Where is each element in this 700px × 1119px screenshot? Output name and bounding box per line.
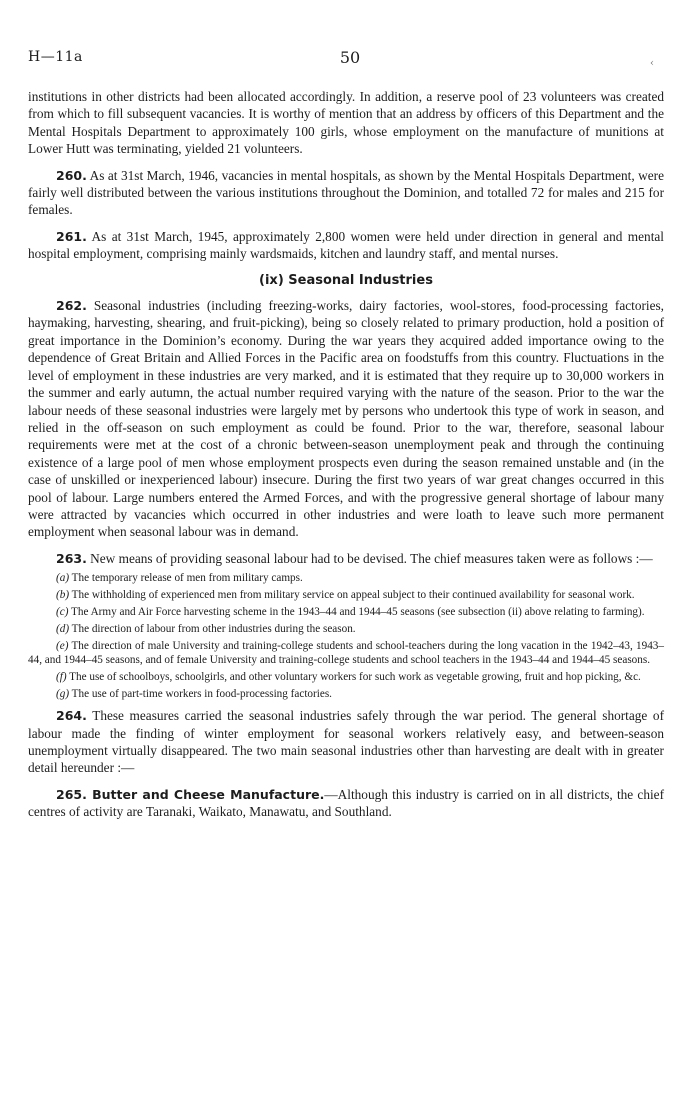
paragraph-text: As at 31st March, 1946, vacancies in mental hospitals, as shown by the Mental Hospitals Department, were fairly well distributed between the various institutions throughout the Dominion, and totalled 72 for males and 215 for females. — [28, 167, 664, 218]
paragraph-261 — [28, 228, 664, 263]
margin-mark: ‹ — [650, 58, 654, 69]
list-item-text: The direction of male University and training-college students and school-teachers during the long vacation in the 1942–43, 1943–44, and 1944–45 seasons, and of female University and training-college students and school teachers in the 1943–44 and 1944–45 seasons. — [28, 640, 664, 667]
list-item-label: (e) — [56, 640, 69, 653]
list-item-text: The use of part-time workers in food-processing factories. — [69, 688, 332, 701]
paragraph-260 — [28, 167, 664, 219]
paragraph-number: 265. — [56, 786, 87, 802]
document-reference: H—11a — [28, 49, 83, 65]
measures-list — [28, 571, 664, 701]
paragraph-continuation: institutions in other districts had been allocated accordingly. In addition, a reserve pool of 23 volunteers was created from which to fill subsequent vacancies. It is worthy of mention that an address by officers of this Department and the Mental Hospitals Department to approximately 100 girls, whose employment on the manufacture of munitions at Lower Hutt was terminating, yielded 21 volunteers. — [28, 89, 664, 157]
paragraph-263 — [28, 550, 664, 567]
list-item-text: The direction of labour from other industries during the season. — [69, 623, 356, 636]
paragraph-text: These measures carried the seasonal industries safely through the war period. The general shortage of labour made the finding of winter employment for seasonal workers relatively easy, and between-season unemployment virtually disappeared. The two main seasonal industries other than harvesting are dealt with in greater detail hereunder :— — [28, 708, 664, 776]
paragraph-number: 261. — [56, 228, 87, 244]
page-number: 50 — [339, 48, 361, 67]
list-item-label: (g) — [56, 688, 70, 701]
list-item — [28, 639, 664, 667]
list-item — [28, 670, 664, 684]
paragraph-number: 262. — [56, 298, 87, 314]
paragraph-text: Seasonal industries (including freezing-works, dairy factories, wool-stores, food-processing factories, haymaking, harvesting, shearing, and fruit-picking), being so closely related to primary production, hold a position of great importance in the Dominion’s economy. During the war years they acquired added importance owing to the dependence of Great Britain and Allied Forces in the Pacific area on foodstuffs from this country. Fluctuations in the level of employment in these industries are very marked, and it is estimated that they require up to 30,000 workers in the summer and early autumn, the actual number required varying with the nature of the season. Prior to the war the labour needs of these seasonal industries were largely met by persons who undertook this type of work in season, and relied in the off-season on such employment as could be found. Prior to the war, therefore, seasonal labour requirements were met at the cost of a chronic between-season unemployment peak and through the continuing existence of a large pool of men whose employment prospects even during the season remained unstable and (in the case of unskilled or inexperienced labour) insecure. During the first two years of war great changes occurred in this pool of labour. Large numbers entered the Armed Forces, and with the progressive general shortage of labour many were attracted by vacancies which occurred in other industries and were loath to leave such more permanent employment when seasonal labour was in demand. — [28, 298, 664, 540]
paragraph-number: 260. — [56, 167, 87, 183]
paragraph-text: New means of providing seasonal labour had to be devised. The chief measures taken were as follows :— — [86, 550, 653, 566]
paragraph-262 — [28, 297, 664, 541]
list-item-text: The temporary release of men from military camps. — [69, 572, 303, 585]
paragraph-text: —Although this industry is carried on in all districts, the chief centres of activity are Taranaki, Waikato, Manawatu, and Southland. — [28, 786, 665, 820]
list-item-text: The withholding of experienced men from military service on appeal subject to their continued availability for seasonal work. — [69, 589, 635, 602]
list-item-text: The Army and Air Force harvesting scheme in the 1943–44 and 1944–45 seasons (see subsection (ii) above relating to farming). — [68, 606, 645, 619]
list-item-label: (f) — [56, 671, 67, 684]
list-item — [28, 622, 664, 636]
list-item — [28, 605, 664, 619]
list-item — [28, 588, 664, 602]
section-heading: (ix) Seasonal Industries — [259, 272, 433, 288]
paragraph-number: 263. — [56, 550, 87, 566]
list-item-label: (b) — [56, 589, 70, 602]
list-item — [28, 571, 664, 585]
body-text — [28, 88, 664, 830]
paragraph-text: As at 31st March, 1945, approximately 2,800 women were held under direction in general and mental hospital employment, comprising mainly wardsmaids, kitchen and laundry staff, and mental nurses. — [28, 228, 664, 262]
list-item-text: The use of schoolboys, schoolgirls, and other voluntary workers for such work as vegetable growing, fruit and hop picking, &c. — [66, 671, 641, 684]
paragraph-264 — [28, 707, 664, 777]
paragraph-number: 264. — [56, 708, 87, 724]
paragraph-265 — [28, 786, 664, 821]
list-item-label: (c) — [56, 606, 69, 619]
list-item-label: (a) — [56, 572, 70, 585]
list-item-label: (d) — [56, 623, 70, 636]
list-item — [28, 687, 664, 701]
run-in-heading: Butter and Cheese Manufacture. — [86, 786, 325, 802]
